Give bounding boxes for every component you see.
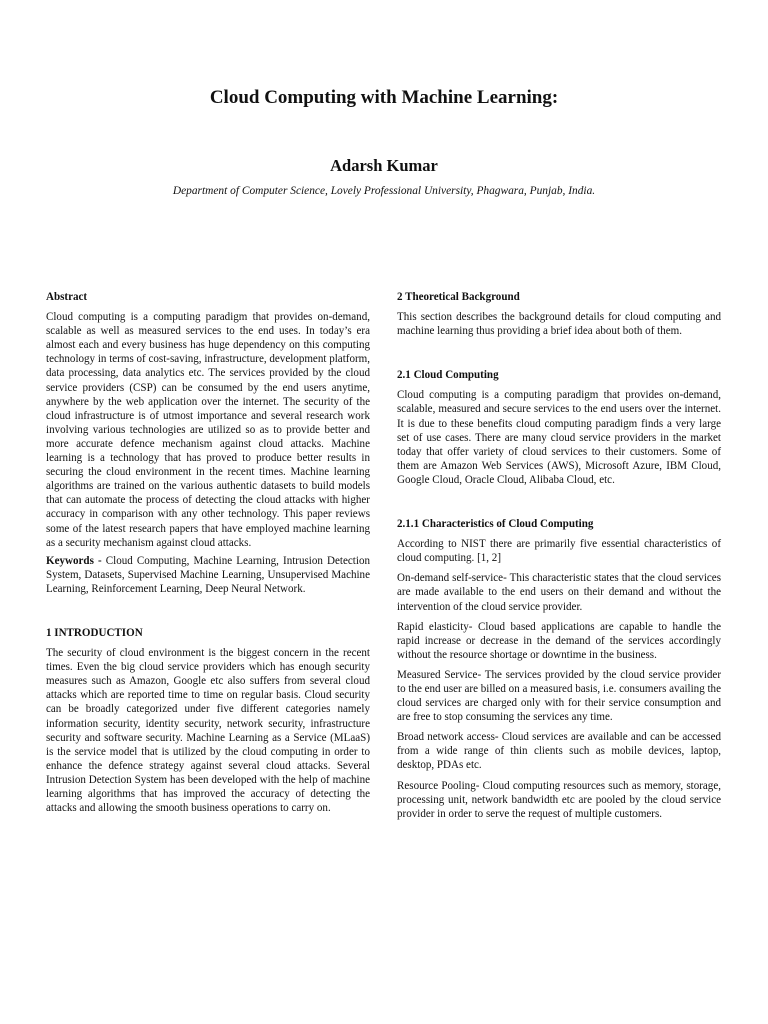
- introduction-heading: 1 INTRODUCTION: [46, 626, 143, 639]
- cloud-computing-heading: 2.1 Cloud Computing: [397, 369, 499, 382]
- characteristic-broad-network-access: Broad network access- Cloud services are available and can be accessed from a wide range of thin clients such as mobile devices, laptop, desktop, PDAs etc.: [397, 731, 721, 772]
- keywords-text: Cloud Computing, Machine Learning, Intrusion Detection System, Datasets, Supervised Machine Learning, Unsupervised Machine Learning, Reinforcement Learning, Deep Neural Network.: [46, 554, 370, 595]
- characteristic-resource-pooling: Resource Pooling- Cloud computing resources such as memory, storage, processing unit, network bandwidth etc are pooled by the cloud service provider in order to serve the request of multiple customers.: [397, 779, 721, 820]
- author-affiliation: Department of Computer Science, Lovely Professional University, Phagwara, Punjab, India.: [172, 185, 596, 197]
- theoretical-background-heading: 2 Theoretical Background: [397, 291, 520, 303]
- theoretical-background-text: This section describes the background details for cloud computing and machine learning thus providing a brief idea about both of them.: [397, 311, 721, 338]
- characteristic-on-demand: On-demand self-service- This characteristic states that the cloud services are made available to the end users on their demand and without the intervention of the cloud service provider.: [397, 572, 721, 613]
- characteristic-measured-service: Measured Service- The services provided by the cloud service provider to the end user are billed on a measured basis, i.e. consumers availing the cloud services are charged only with for their service consumption and are free to stop consuming the services any time.: [397, 668, 721, 724]
- characteristics-heading: 2.1.1 Characteristics of Cloud Computing: [397, 518, 594, 531]
- characteristics-intro: According to NIST there are primarily five essential characteristics of cloud computing. [1, 2]: [397, 538, 721, 565]
- paper-title: Cloud Computing with Machine Learning:: [209, 87, 559, 108]
- introduction-text: The security of cloud environment is the biggest concern in the recent times. Even the big cloud service providers which has enough security measures such as Amazon, Google etc also suffers from several cloud attacks which are reported time to time on regular basis. Cloud security can be broadly categorized under five different categories namely information security, identity security, network security, infrastructure security and software security. Machine Learning as a Service (MLaaS) is the service model that is utilized by the cloud computing in order to enhance the defence strategy against several cloud attacks. Several Intrusion Detection System has been developed with the help of machine learning algorithms that has improved the accuracy of detecting the attacks and allowing the smooth business operations to carry on.: [46, 647, 370, 815]
- cloud-computing-text: Cloud computing is a computing paradigm that provides on-demand, scalable, measured and secure services to the end users over the internet. It is due to these benefits cloud computing paradigm finds a very large set of use cases. There are many cloud service providers in the market today that offer variety of cloud services to their customers. Some of them are Amazon Web Services (AWS), Microsoft Azure, IBM Cloud, Google Cloud, Oracle Cloud, Alibaba Cloud, etc.: [397, 389, 721, 486]
- abstract-text: Cloud computing is a computing paradigm that provides on-demand, scalable as well as measured services to the end uses. In today’s era almost each and every business has huge dependency on this computing technology in terms of cost-saving, infrastructure, development platform, data processing, data analytics etc. The services provided by the cloud service providers (CSP) can be consumed by the end users anytime, anywhere by the web application over the internet. The security of the cloud infrastructure is of utmost importance and several research work involving various technologies are utilized so as to provide better and more accurate defence mechanism against cloud attacks. Machine learning is a technology that has proved to produce better results in securing the cloud environment in the recent times. Machine learning algorithms are trained on the various authentic datasets to build models that can automate the process of detecting the cloud attacks with higher accuracy in comparison with any other technology. This paper reviews some of the latest research papers that have employed machine learning as a security mechanism against cloud attacks.: [46, 311, 370, 549]
- keywords: [46, 554, 370, 596]
- right-column: [397, 290, 721, 821]
- keywords-label: Keywords -: [46, 554, 102, 567]
- author-name: Adarsh Kumar: [330, 156, 438, 175]
- characteristic-rapid-elasticity: Rapid elasticity- Cloud based applications are capable to handle the rapid increase or decrease in the demand of the services accordingly without the resource shortage or downtime in the business.: [397, 620, 721, 661]
- left-column: [46, 290, 370, 815]
- abstract-heading: Abstract: [46, 291, 88, 303]
